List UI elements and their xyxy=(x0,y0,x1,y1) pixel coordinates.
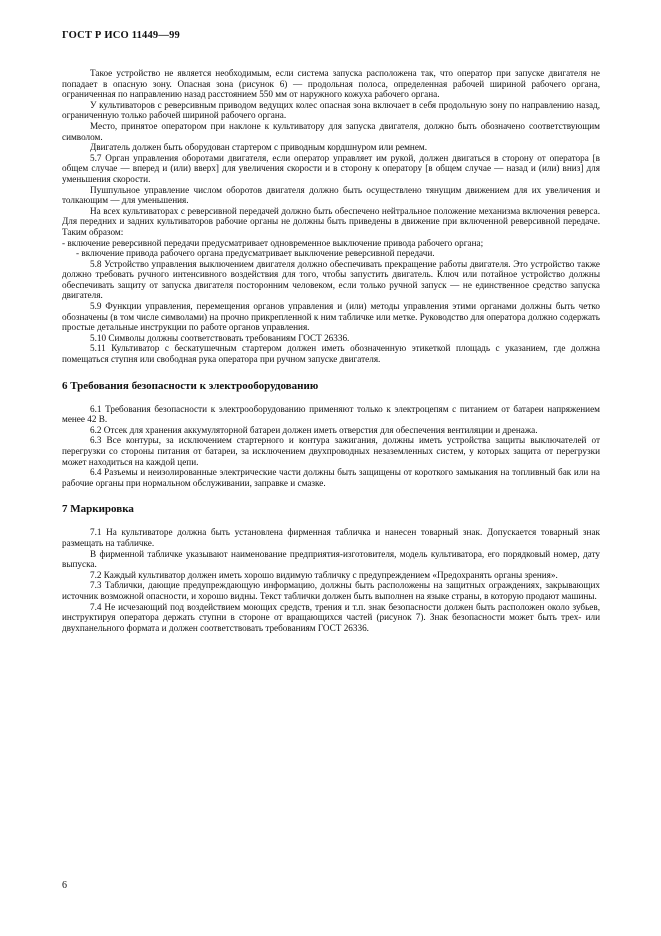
list-item: - включение привода рабочего органа предусматривает выключение реверсивной передачи. xyxy=(76,248,435,259)
paragraph: Пушпульное управление числом оборотов двигателя должно быть осуществлено тянущим движением для их увеличения и толкающим — для уменьшения. xyxy=(62,184,600,206)
section-title: 7 Маркировка xyxy=(62,503,134,516)
paragraph: 5.11 Культиватор с бескатушечным стартером должен иметь обозначенную этикеткой площадь с указанием, где должна помещаться ступня или свободная рука оператора при ручном запуске двигателя. xyxy=(62,343,600,365)
document-header: ГОСТ Р ИСО 11449—99 xyxy=(62,30,180,41)
list-item: - включение реверсивной передачи предусматривает одновременное выключение привода рабочего органа; xyxy=(62,237,484,248)
paragraph: 7.2 Каждый культиватор должен иметь хорошо видимую табличку с предупреждением «Предохранять органы зрения». xyxy=(90,569,558,580)
paragraph: Место, принятое оператором при наклоне к культиватору для запуска двигателя, должно быть обозначено соответствующим символом. xyxy=(62,120,600,142)
paragraph: 5.7 Орган управления оборотами двигателя, если оператор управляет им рукой, должен двигаться в сторону от оператора [в общем случае — вперед и (или) вверх] для увеличения скорости и в сторону к оператору [в общем случае — назад и (или) вниз] для уменьшения скорости. xyxy=(62,152,600,184)
paragraph: 5.10 Символы должны соответствовать требованиям ГОСТ 26336. xyxy=(90,332,350,343)
paragraph: 6.4 Разъемы и неизолированные электрические части должны быть защищены от короткого замыкания на топливный бак или на рабочие органы при нормальном обслуживании, заправке и смазке. xyxy=(62,467,600,488)
paragraph: В фирменной табличке указывают наименование предприятия-изготовителя, модель культиватора, его порядковый номер, дату выпуска. xyxy=(62,548,600,570)
paragraph: 6.3 Все контуры, за исключением стартерного и контура зажигания, должны иметь устройства защиты выключателей от перегрузки со стороны питания от батареи, за исключением двухпроводных незаземленных систем, у которых защита от перегрузки может находиться на каждой цепи. xyxy=(62,435,600,467)
paragraph: 7.4 Не исчезающий под воздействием моющих средств, трения и т.п. знак безопасности должен быть расположен около зубьев, инструктируя оператора держать ступни в стороне от вращающихся частей (рисунок 7). Знак безопасности может быть трех- или двухпанельного формата и должен соответствовать требованиям ГОСТ 26336. xyxy=(62,601,600,633)
document-body xyxy=(62,68,600,633)
paragraph: На всех культиваторах с реверсивной передачей должно быть обеспечено нейтральное положение механизма включения реверса. Для передних и задних культиваторов рабочие органы не должны быть приведены в движение при включенной реверсивной передаче. Таким образом: xyxy=(62,205,600,237)
section-title: 6 Требования безопасности к электрооборудованию xyxy=(62,379,319,392)
paragraph: У культиваторов с реверсивным приводом ведущих колес опасная зона включает в себя продольную зону по направлению назад, ограниченную только рабочей шириной рабочего органа. xyxy=(62,99,600,121)
paragraph: Такое устройство не является необходимым, если система запуска расположена так, что оператор при запуске двигателя не попадает в опасную зону. Опасная зона (рисунок 6) — продольная полоса, определенная рабочей шириной рабочего органа, ограниченная по направлению назад расстоянием 550 мм от наружного кожуха рабочего органа. xyxy=(62,68,600,100)
paragraph: 6.1 Требования безопасности к электрооборудованию применяют только к электроцепям с питанием от батареи напряжением менее 42 В. xyxy=(62,403,600,425)
paragraph: 6.2 Отсек для хранения аккумуляторной батареи должен иметь отверстия для обеспечения вентиляции и дренажа. xyxy=(90,424,538,435)
paragraph: 5.9 Функции управления, перемещения органов управления и (или) методы управления этими органами должны быть четко обозначены (в том числе символами) на прочно прикрепленной к ним табличке или метке. Руководство для оператора должно содержать простые детальные инструкции по работе органов управления. xyxy=(62,301,600,333)
page-number: 6 xyxy=(62,880,67,891)
paragraph: 7.3 Таблички, дающие предупреждающую информацию, должны быть расположены на защитных ограждениях, закрывающих источник возможной опасности, и хорошо видны. Текст таблички должен быть выполнен на языке страны, в которую продают машины. xyxy=(62,580,600,601)
paragraph: 7.1 На культиваторе должна быть установлена фирменная табличка и нанесен товарный знак. Допускается товарный знак размещать на табличке. xyxy=(62,527,600,548)
paragraph: 5.8 Устройство управления выключением двигателя должно обеспечивать прекращение работы двигателя. Это устройство также должно требовать ручного интенсивного воздействия для того, чтобы запустить двигатель. Ключ или потайное устройство должны обеспечивать защиту от запуска двигателя посторонним человеком, если только ручной запуск — не единственное средство запуска двигателя. xyxy=(62,258,600,301)
paragraph: Двигатель должен быть оборудован стартером с приводным кордшнуром или ремнем. xyxy=(90,142,428,153)
